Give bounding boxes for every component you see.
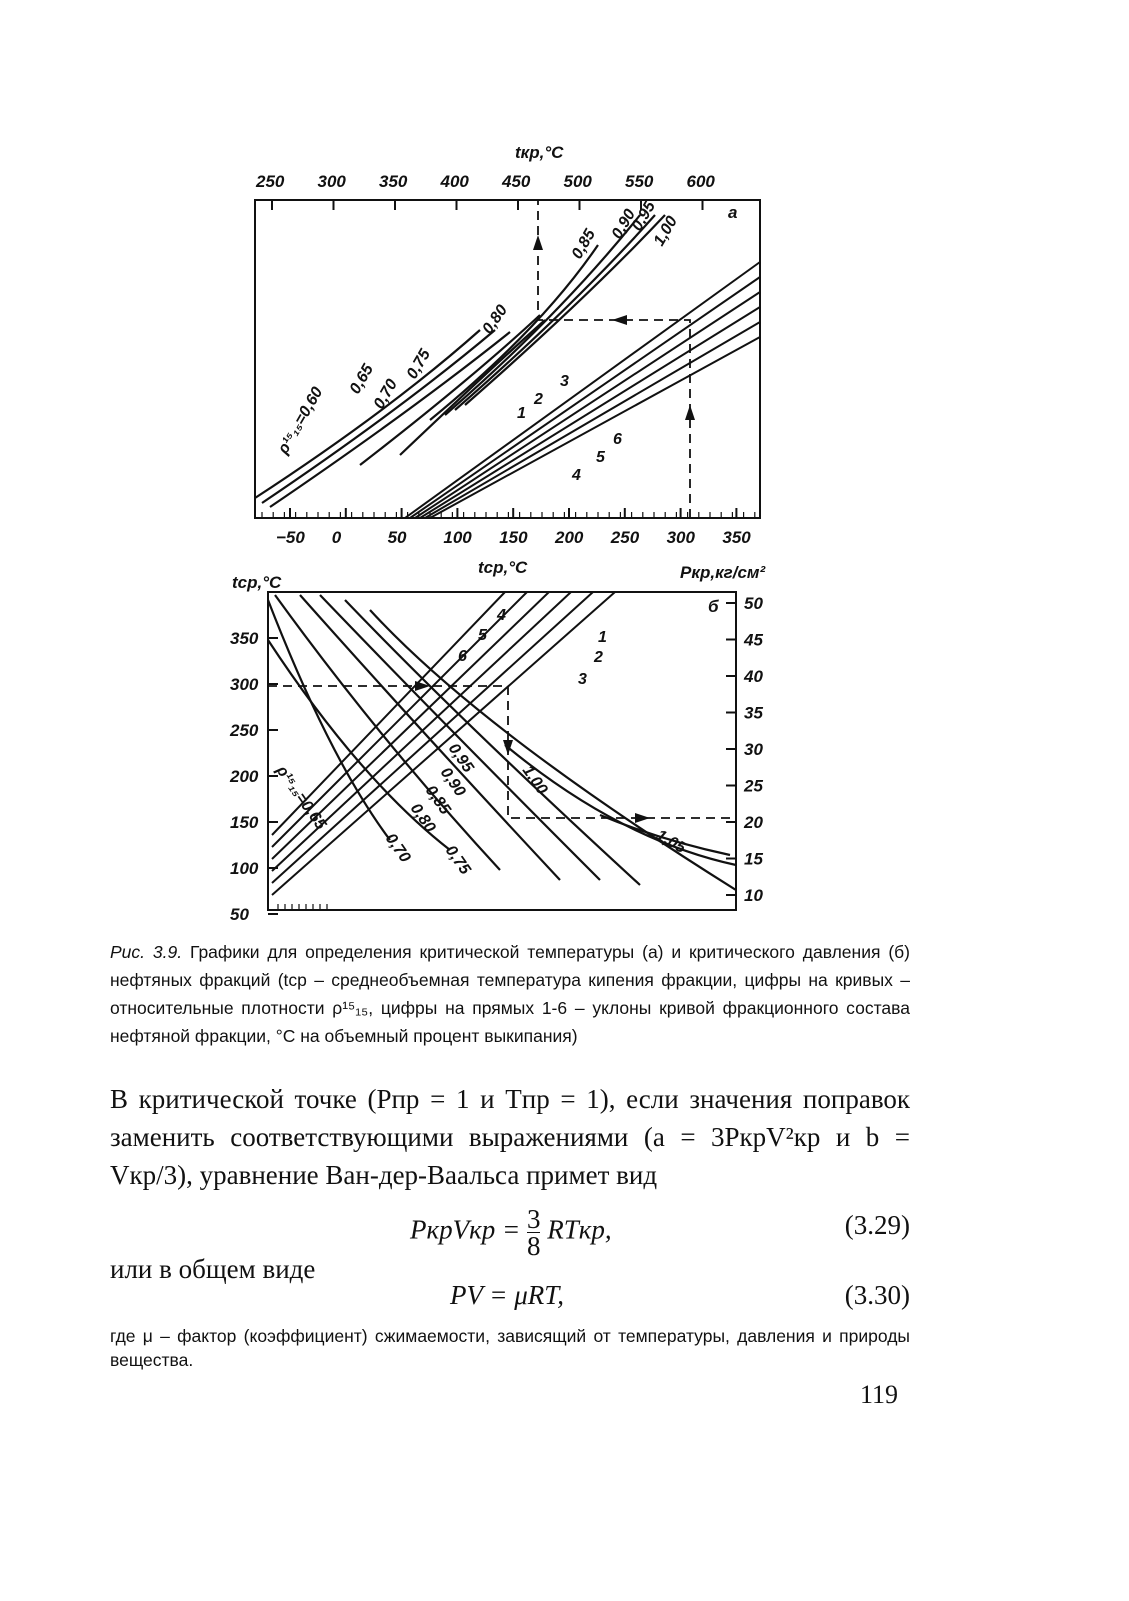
right-tick-label: 40 xyxy=(744,667,763,686)
density-label: 0,65 xyxy=(346,361,378,397)
slope-label: 4 xyxy=(572,467,581,484)
equation-3-30 xyxy=(110,1280,910,1320)
equation-3-29 xyxy=(110,1196,910,1261)
guide-arrowhead xyxy=(533,235,543,250)
density-label: 1,00 xyxy=(650,213,682,249)
density-label: 1,00 xyxy=(518,762,551,798)
bottom-tick-label: 350 xyxy=(722,528,751,547)
slope-label: 6 xyxy=(613,431,622,448)
panel-a-slope-labels xyxy=(517,373,622,484)
bottom-tick-label: 100 xyxy=(443,528,472,547)
figure-caption-label: Рис. 3.9. xyxy=(110,942,183,962)
density-label: 0,80 xyxy=(406,800,439,836)
density-label: 0,95 xyxy=(444,740,477,776)
left-tick-label: 150 xyxy=(230,813,259,832)
body-paragraph: В критической точке (Pпр = 1 и Tпр = 1), если значения поправок заменить соответствующими выражениями (a = 3PкрV²кр и b = Vкр/3), уравнение Ван-дер-Ваальса примет вид xyxy=(110,1084,910,1190)
right-tick-label: 10 xyxy=(744,886,763,905)
density-label: ρ¹⁵₁₅=0,60 xyxy=(274,384,327,457)
panel-a-critical-temperature-chart xyxy=(255,143,760,577)
panel-b-right-ticks xyxy=(726,594,763,905)
density-label: 0,95 xyxy=(628,198,660,234)
density-label: 0,85 xyxy=(568,226,600,262)
panel-b-right-axis-title: Pкр,кг/см² xyxy=(680,563,766,582)
bottom-tick-label: −50 xyxy=(276,528,305,547)
density-label: 0,90 xyxy=(608,206,640,242)
panel-b-frame xyxy=(268,592,736,910)
guide-arrowhead xyxy=(503,740,513,755)
left-tick-label: 200 xyxy=(230,767,259,786)
density-label: 0,75 xyxy=(403,346,435,382)
equation-number-3-29: (3.29) xyxy=(844,1210,910,1240)
slope-label: 3 xyxy=(578,671,587,688)
right-tick-label: 35 xyxy=(744,703,763,723)
lead-in-text: или в общем виде xyxy=(110,1254,316,1284)
panel-a-top-axis-title: tкр,°C xyxy=(515,143,564,162)
top-tick-label: 600 xyxy=(686,172,715,191)
slope-line xyxy=(430,337,760,518)
density-label: 0,80 xyxy=(479,302,512,338)
equation-3-29-fraction xyxy=(527,1206,541,1259)
density-curve xyxy=(430,245,598,420)
panel-a-letter: а xyxy=(728,203,738,222)
left-tick-label: 300 xyxy=(230,675,259,694)
guide-dashed-path xyxy=(268,686,736,818)
bottom-tick-label: 0 xyxy=(331,528,342,547)
right-tick-label: 50 xyxy=(744,594,763,613)
density-label: 1,05 xyxy=(653,826,689,858)
right-tick-label: 30 xyxy=(744,740,763,759)
slope-label: 2 xyxy=(594,649,603,666)
density-label: 0,75 xyxy=(441,842,474,878)
top-tick-label: 250 xyxy=(256,172,285,191)
slope-line xyxy=(405,262,760,518)
figure-caption-text: Графики для определения критической температуры (а) и критического давления (б) нефтяных фракций (tср – среднеобъемная температура кипения фракции, цифры на кривых – относительные плотности ρ¹⁵₁₅, цифры на прямых 1-6 – уклоны кривой фракционного состава нефтяной фракции, °C на объемный процент выкипания) xyxy=(110,942,910,1046)
panel-a-bottom-ticks xyxy=(262,508,755,547)
panel-b-letter: б xyxy=(708,597,719,616)
figure-caption xyxy=(110,938,910,1050)
panel-b-left-axis-title: tср,°C xyxy=(232,573,282,592)
equation-number-3-30: (3.30) xyxy=(844,1280,910,1310)
footnote-text: где μ – фактор (коэффициент) сжимаемости, зависящий от температуры, давления и природы вещества. xyxy=(110,1326,910,1370)
density-curve xyxy=(505,745,736,865)
panel-a-slope-lines xyxy=(405,262,760,518)
panel-b-slope-lines xyxy=(272,592,615,895)
right-tick-label: 15 xyxy=(744,849,763,869)
page-number: 119 xyxy=(860,1380,899,1409)
top-tick-label: 400 xyxy=(440,172,469,191)
panel-a-density-labels xyxy=(274,198,681,458)
slope-label: 1 xyxy=(517,405,526,422)
left-tick-label: 250 xyxy=(230,721,259,740)
slope-line xyxy=(425,322,760,518)
equation-3-29-right: RTкр, xyxy=(547,1214,612,1245)
slope-label: 6 xyxy=(458,648,467,665)
top-tick-label: 300 xyxy=(317,172,346,191)
slope-label: 5 xyxy=(478,627,487,644)
density-label: 0,90 xyxy=(436,764,469,800)
guide-arrowhead xyxy=(612,315,627,325)
right-tick-label: 45 xyxy=(744,630,763,650)
right-tick-label: 20 xyxy=(744,813,763,832)
slope-line xyxy=(272,592,615,895)
bottom-tick-label: 50 xyxy=(387,528,407,547)
bottom-tick-label: 150 xyxy=(499,528,528,547)
slope-label: 3 xyxy=(560,373,569,390)
right-tick-label: 25 xyxy=(744,776,763,796)
density-label: 0,85 xyxy=(421,782,454,818)
top-tick-label: 500 xyxy=(563,172,592,191)
density-label: ρ¹⁵₁₅=0,65 xyxy=(272,762,330,833)
top-tick-label: 550 xyxy=(625,172,654,191)
bottom-tick-label: 300 xyxy=(666,528,695,547)
bottom-tick-label: 250 xyxy=(610,528,640,547)
top-tick-label: 350 xyxy=(379,172,408,191)
equation-3-30-formula: PV = μRT, xyxy=(450,1280,565,1310)
equation-3-29-left: PкрVкр = xyxy=(410,1214,521,1245)
left-tick-label: 100 xyxy=(230,859,259,878)
top-tick-label: 450 xyxy=(502,172,531,191)
panel-a-bottom-axis-title: tср,°C xyxy=(478,558,528,577)
slope-label: 2 xyxy=(534,391,543,408)
fraction-numerator: 3 xyxy=(526,1204,541,1234)
slope-label: 1 xyxy=(598,629,607,646)
slope-line xyxy=(272,592,593,883)
density-label: 0,70 xyxy=(381,830,414,866)
left-tick-label: 50 xyxy=(230,905,249,924)
slope-label: 4 xyxy=(497,607,506,624)
density-label: 0,70 xyxy=(370,376,402,412)
panel-b-guide-arrows xyxy=(268,681,736,823)
slope-line xyxy=(410,277,760,518)
slope-line xyxy=(415,292,760,518)
guide-arrowhead xyxy=(635,813,650,823)
panel-b-critical-pressure-chart xyxy=(229,563,767,924)
bottom-tick-label: 200 xyxy=(555,528,584,547)
fraction-denominator: 8 xyxy=(526,1231,541,1261)
left-tick-label: 350 xyxy=(230,629,259,648)
slope-label: 5 xyxy=(596,449,605,466)
guide-arrowhead xyxy=(685,405,695,420)
